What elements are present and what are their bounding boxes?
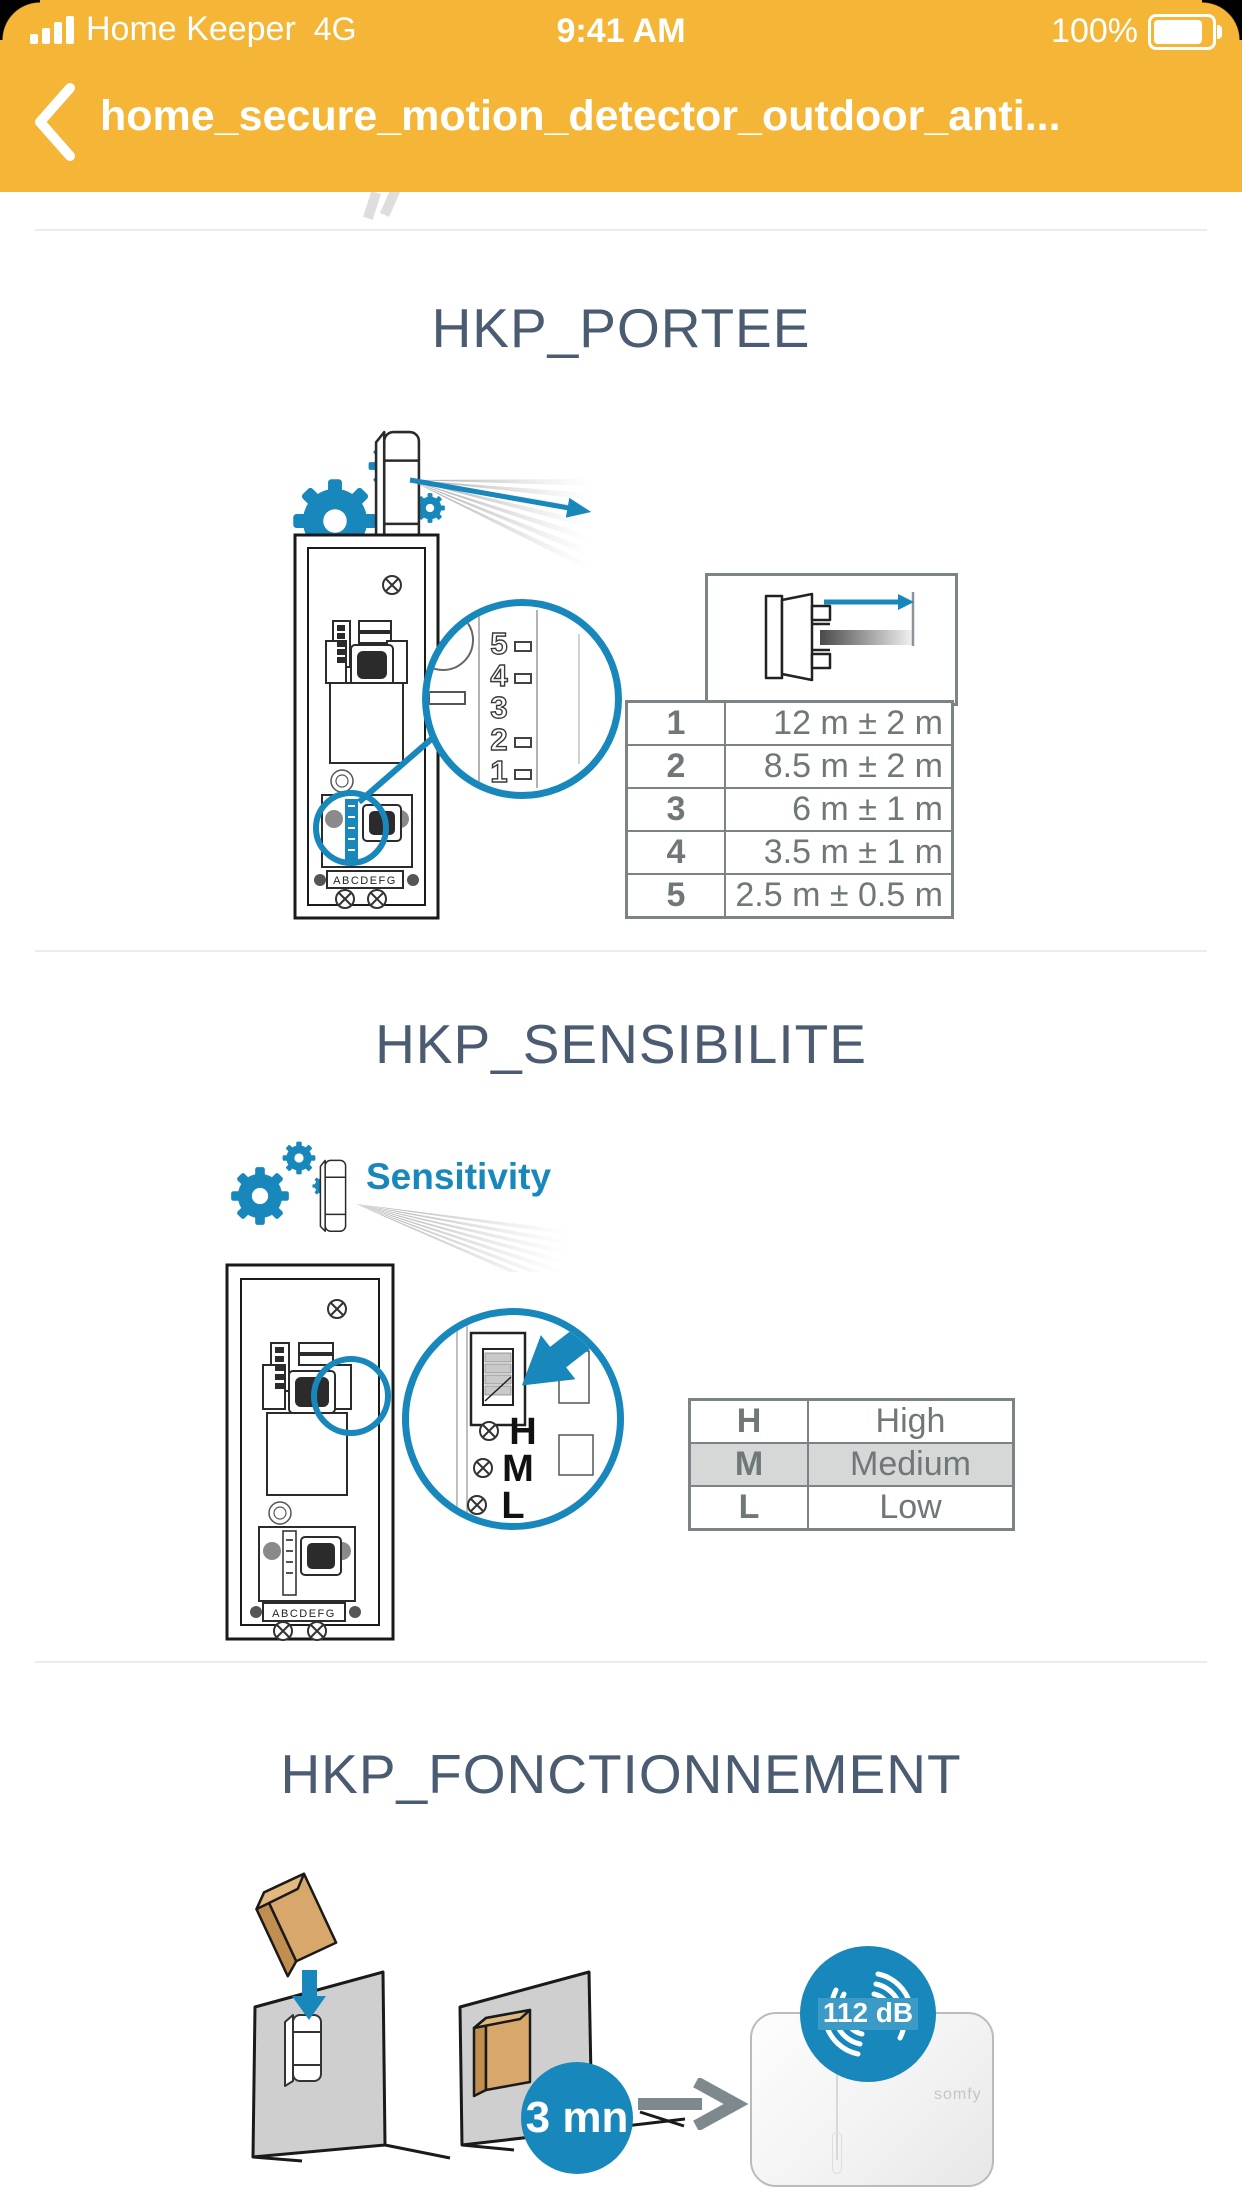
network-type-label: 4G [313, 11, 357, 47]
settings-gears-icon [220, 1130, 332, 1238]
table-row: L Low [690, 1486, 1014, 1530]
document-title: home_secure_motion_detector_outdoor_anti... [100, 92, 1061, 140]
detection-beams-icon [354, 1192, 589, 1272]
dial-number: 4 [490, 658, 508, 693]
battery-percent-label: 100% [1051, 12, 1138, 50]
dial-number: 5 [490, 626, 508, 661]
dial-number: 2 [490, 722, 508, 757]
sensitivity-label: Sensitivity [366, 1156, 552, 1197]
page-remnant-mark [380, 188, 400, 217]
sensitivity-table [688, 1398, 1015, 1531]
flow-arrow-icon [638, 2078, 748, 2130]
switch-letter: L [501, 1485, 525, 1523]
section-title-sensibilite: HKP_SENSIBILITE [375, 1013, 867, 1075]
range-arrow-icon [824, 594, 914, 610]
slider-highlight-ring [313, 790, 389, 866]
table-row: 4 3.5 m ± 1 m [627, 831, 953, 874]
device-notch [832, 2132, 842, 2174]
terminal-labels: ABCDEFG [272, 1608, 336, 1620]
brand-logo: somfy [934, 2086, 982, 2103]
table-row: H High [690, 1400, 1014, 1444]
back-chevron-button[interactable] [28, 80, 80, 164]
terminal-labels: ABCDEFG [333, 875, 397, 887]
carrier-label: Home Keeper [86, 10, 296, 48]
switch-highlight-ring [311, 1356, 391, 1436]
section-divider [35, 229, 1207, 231]
mounted-detector [285, 2015, 321, 2086]
range-dial-inset [422, 599, 622, 799]
table-row: 5 2.5 m ± 0.5 m [627, 874, 953, 918]
sound-level-label: 112 dB [822, 1997, 914, 2028]
dial-number: 3 [490, 690, 508, 725]
dial-number: 1 [490, 754, 508, 789]
table-row: 2 8.5 m ± 2 m [627, 745, 953, 788]
section-divider [35, 950, 1207, 952]
cover-box-mounted [474, 2010, 530, 2096]
table-row: 1 12 m ± 2 m [627, 702, 953, 746]
table-row: 3 6 m ± 1 m [627, 788, 953, 831]
section-title-fonctionnement: HKP_FONCTIONNEMENT [280, 1743, 962, 1805]
switch-letter: M [502, 1448, 534, 1490]
sensitivity-switch-inset [402, 1308, 624, 1530]
clock-label: 9:41 AM [556, 12, 686, 50]
detector-internal-diagram [225, 1263, 395, 1641]
table-row-highlighted: M Medium [690, 1443, 1014, 1486]
switch-letter: H [509, 1411, 537, 1453]
header-bar [0, 0, 1242, 192]
cover-box [251, 1874, 340, 1976]
status-bar [0, 0, 1242, 60]
screen-corner [1202, 0, 1242, 40]
range-table [625, 700, 954, 919]
timer-badge: 3 mn [521, 2062, 633, 2174]
nav-bar [0, 62, 1242, 192]
siren-sound-badge [800, 1946, 936, 2082]
section-title-portee: HKP_PORTEE [431, 297, 811, 359]
page-remnant-mark [363, 191, 381, 220]
section-divider [35, 1661, 1207, 1663]
screen-corner [0, 0, 40, 40]
range-topview-figure [705, 573, 958, 706]
